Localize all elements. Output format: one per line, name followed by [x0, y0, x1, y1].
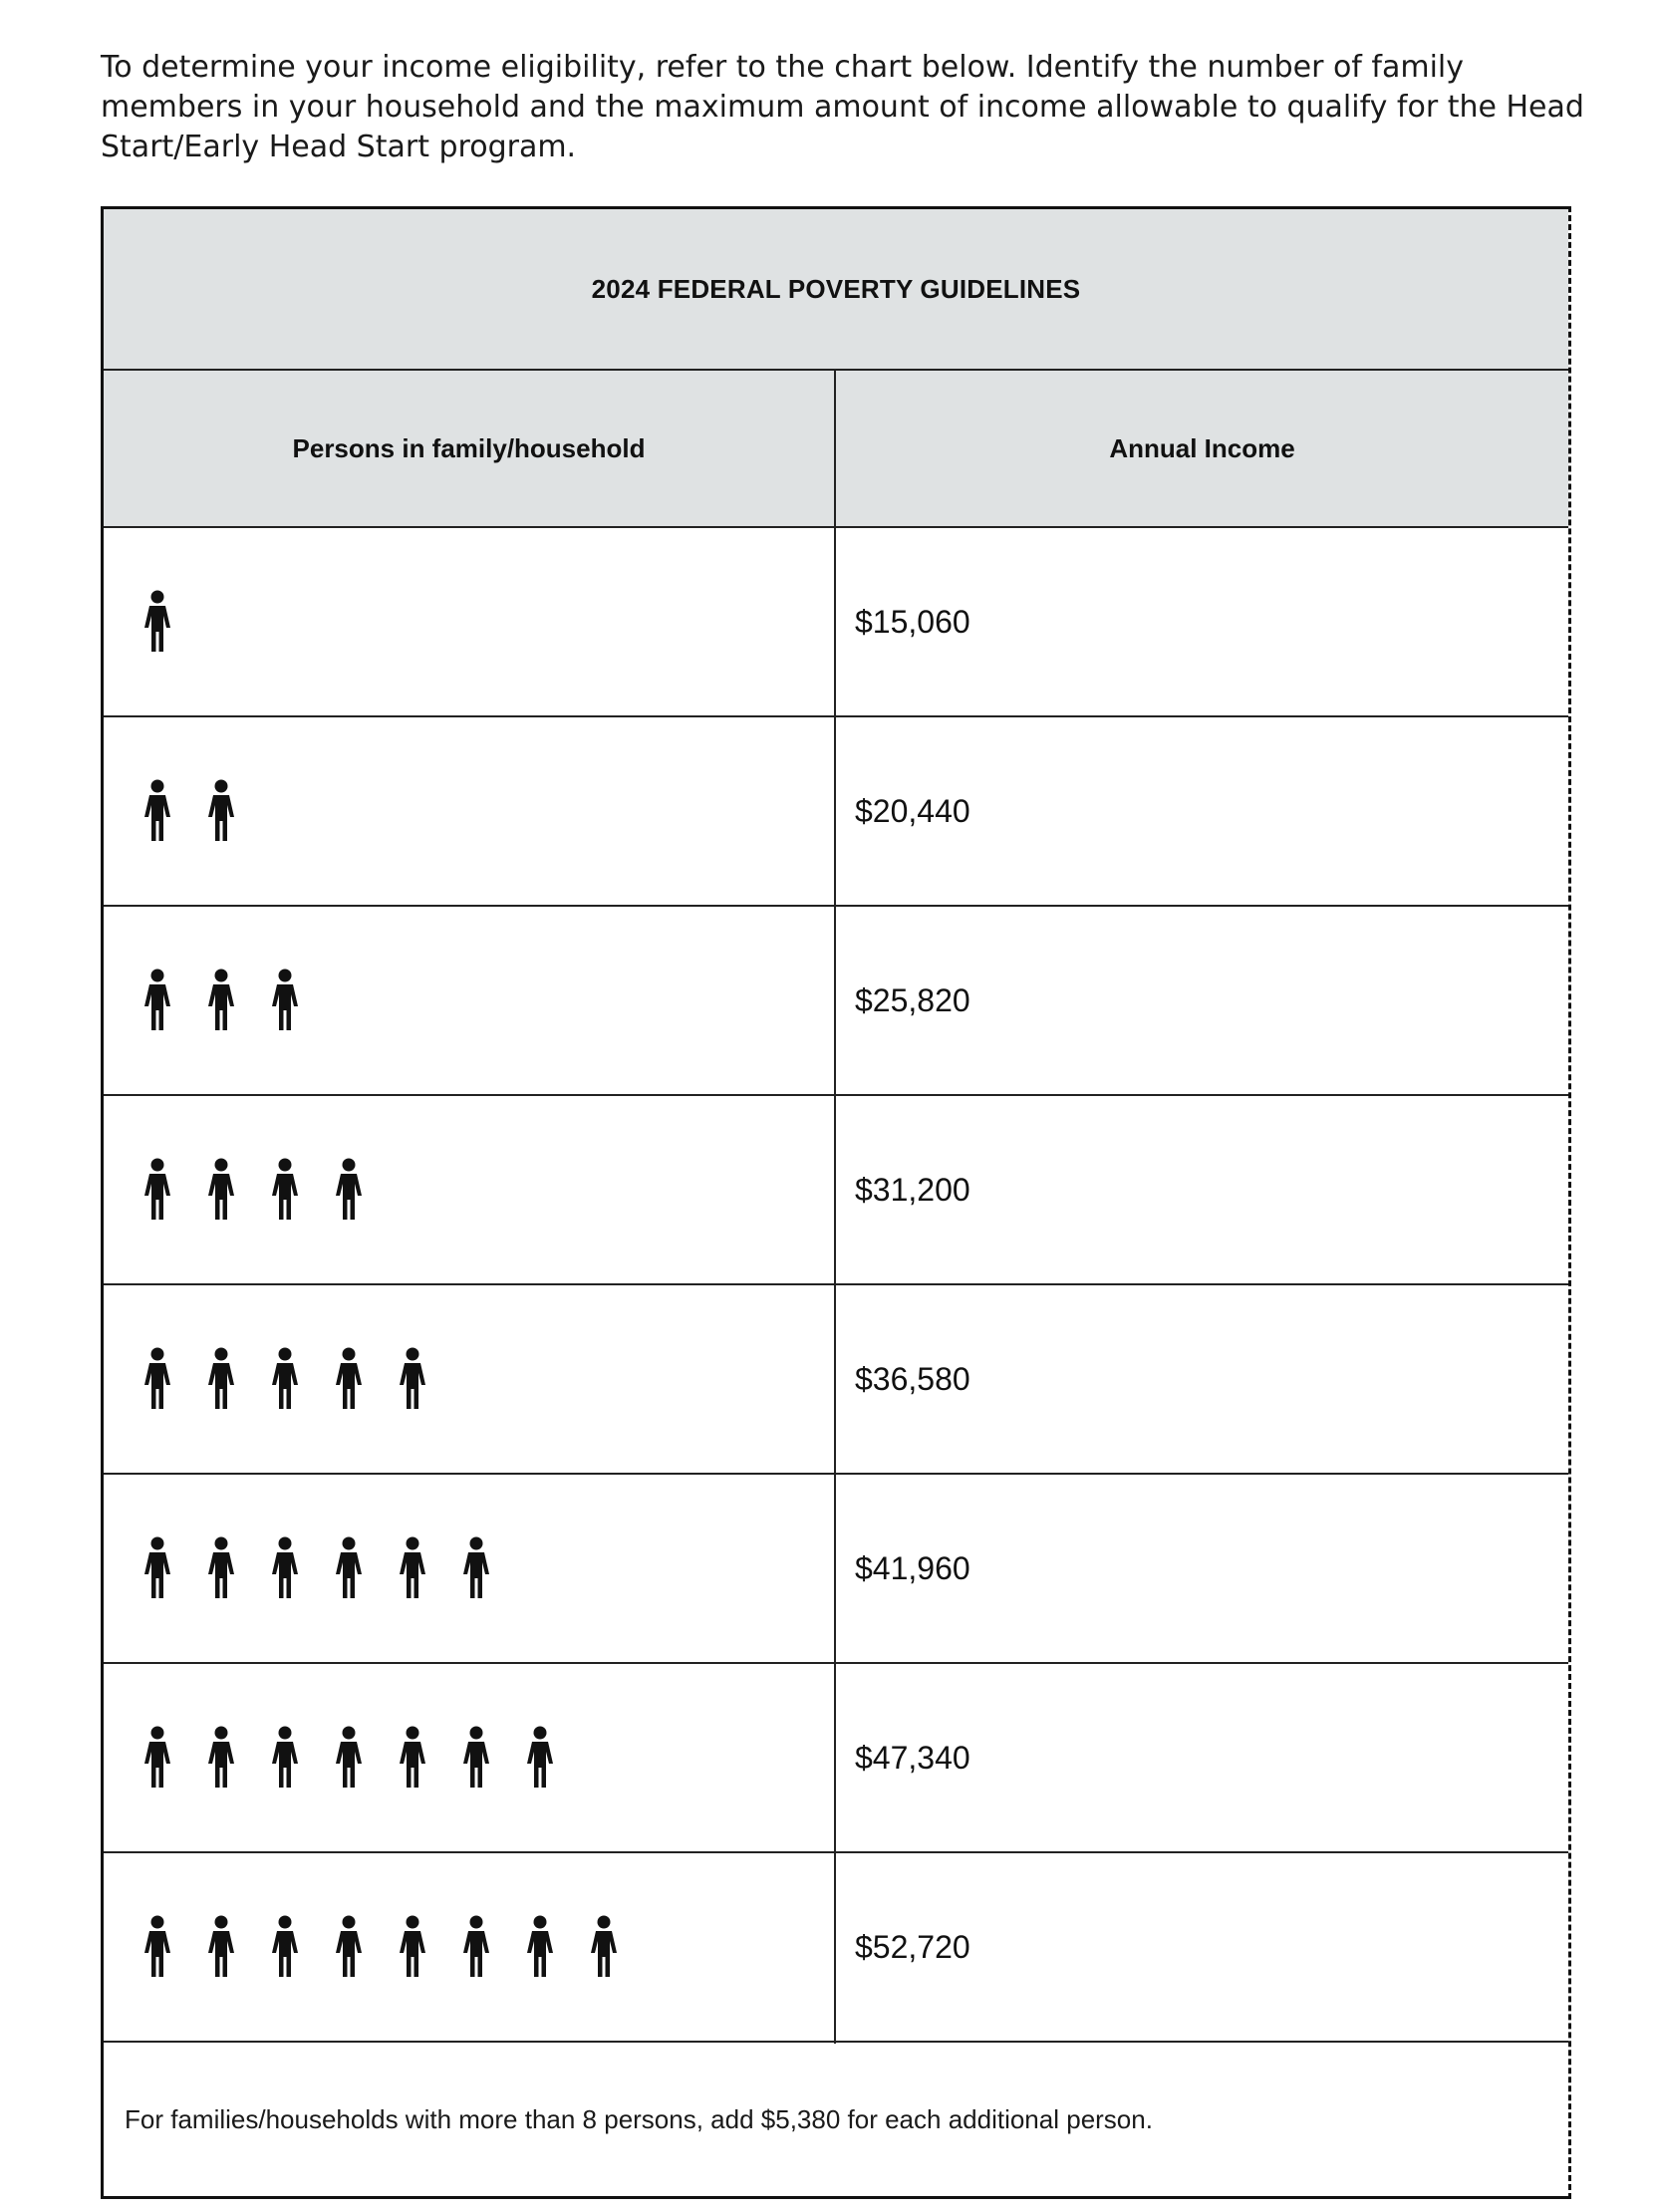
- person-icon: [267, 1158, 303, 1222]
- table-footer-row: [104, 2044, 1568, 2196]
- annual-income-cell: $20,440: [855, 792, 970, 829]
- persons-cell: [139, 1853, 622, 2041]
- table-title: 2024 FEDERAL POVERTY GUIDELINES: [591, 273, 1081, 304]
- table-row: [104, 1475, 1568, 1664]
- persons-column-header: Persons in family/household: [292, 432, 646, 463]
- persons-cell: [139, 1096, 367, 1283]
- annual-income-cell: $36,580: [855, 1360, 970, 1397]
- person-icon: [395, 1347, 430, 1411]
- person-icon: [586, 1915, 622, 1979]
- annual-income-cell: $47,340: [855, 1739, 970, 1776]
- person-icon: [203, 1158, 239, 1222]
- table-row: [104, 1664, 1568, 1853]
- person-icon: [267, 1915, 303, 1979]
- person-icon: [522, 1915, 558, 1979]
- person-icon: [267, 1347, 303, 1411]
- table-row: [104, 1285, 1568, 1475]
- table-row: [104, 528, 1568, 717]
- persons-cell: [139, 907, 303, 1094]
- person-icon: [331, 1915, 367, 1979]
- table-row: [104, 717, 1568, 907]
- person-icon: [331, 1536, 367, 1600]
- person-icon: [139, 968, 175, 1032]
- person-icon: [139, 779, 175, 843]
- table-row: [104, 907, 1568, 1096]
- person-icon: [139, 1347, 175, 1411]
- table-row: [104, 1853, 1568, 2043]
- person-icon: [458, 1536, 494, 1600]
- person-icon: [203, 1347, 239, 1411]
- annual-income-cell: $15,060: [855, 603, 970, 640]
- person-icon: [203, 779, 239, 843]
- person-icon: [139, 1158, 175, 1222]
- table-title-row: [104, 209, 1568, 371]
- persons-cell: [139, 1285, 430, 1473]
- person-icon: [331, 1347, 367, 1411]
- person-icon: [203, 968, 239, 1032]
- person-icon: [331, 1158, 367, 1222]
- table-row: [104, 1096, 1568, 1285]
- person-icon: [203, 1915, 239, 1979]
- persons-cell: [139, 1475, 494, 1662]
- intro-paragraph: To determine your income eligibility, refer to the chart below. Identify the number of family members in your household and the maximum amount of income allowable to qualify for the Head Start/Early Head Start program.: [101, 50, 1584, 164]
- persons-cell: [139, 528, 175, 715]
- person-icon: [203, 1536, 239, 1600]
- annual-income-cell: $25,820: [855, 981, 970, 1018]
- person-icon: [395, 1726, 430, 1790]
- person-icon: [139, 1726, 175, 1790]
- person-icon: [267, 1536, 303, 1600]
- person-icon: [139, 1536, 175, 1600]
- income-column-header: Annual Income: [1109, 432, 1295, 463]
- person-icon: [139, 1915, 175, 1979]
- persons-cell: [139, 1664, 558, 1851]
- person-icon: [458, 1915, 494, 1979]
- additional-person-note: For families/households with more than 8 persons, add $5,380 for each additional person.: [125, 2104, 1153, 2134]
- person-icon: [203, 1726, 239, 1790]
- person-icon: [331, 1726, 367, 1790]
- table-header-row: [104, 371, 1568, 528]
- annual-income-cell: $31,200: [855, 1171, 970, 1208]
- persons-cell: [139, 717, 239, 905]
- annual-income-cell: $52,720: [855, 1928, 970, 1965]
- person-icon: [395, 1915, 430, 1979]
- person-icon: [395, 1536, 430, 1600]
- person-icon: [139, 590, 175, 654]
- poverty-guidelines-table: [101, 206, 1571, 2199]
- annual-income-cell: $41,960: [855, 1549, 970, 1586]
- person-icon: [522, 1726, 558, 1790]
- person-icon: [458, 1726, 494, 1790]
- person-icon: [267, 968, 303, 1032]
- person-icon: [267, 1726, 303, 1790]
